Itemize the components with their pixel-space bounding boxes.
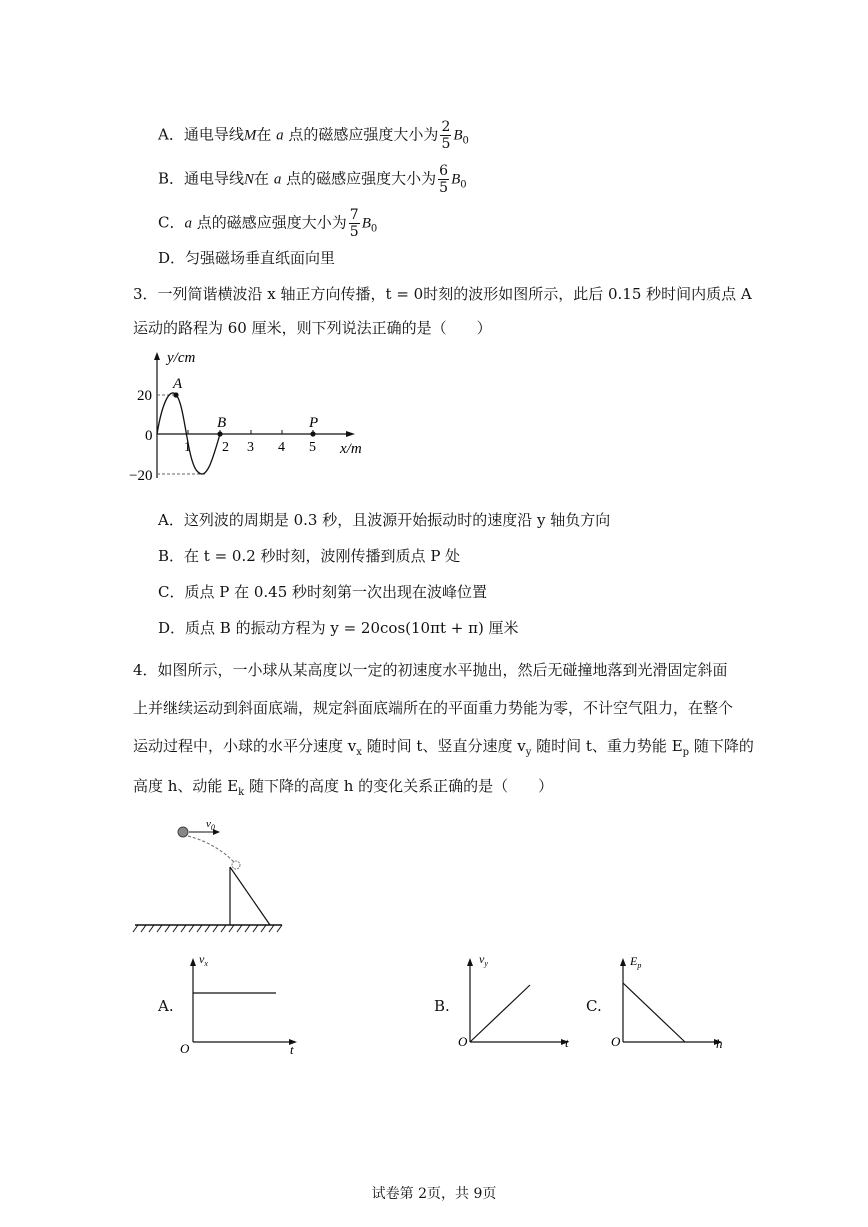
b0-subscript: 0 [462, 135, 469, 147]
graph-c-y-symbol: E [630, 954, 638, 968]
graph-a-y-subscript: x [204, 959, 208, 968]
fraction-6-5 [438, 163, 449, 196]
graph-a-origin: O [180, 1041, 190, 1056]
q4-graph-c [608, 950, 738, 1060]
q4-stem4-pre: 高度 h、动能 E [133, 777, 239, 795]
q4-projectile-figure [130, 815, 300, 935]
point-p-label: P [309, 415, 319, 431]
point-a-symbol: a [273, 171, 282, 188]
graph-a-y-label [199, 952, 208, 968]
q2-option-c [158, 207, 377, 240]
v0-symbol: v [206, 818, 211, 830]
q4-stem3-mid1: 随时间 t、竖直分速度 v [361, 737, 526, 755]
graph-c-origin: O [611, 1034, 621, 1049]
q4-stem-line-2: 上并继续运动到斜面底端，规定斜面底端所在的平面重力势能为零，不计空气阻力，在整个 [133, 699, 734, 717]
fraction-2-5 [440, 119, 451, 152]
y-tick-label-20: 20 [137, 388, 152, 404]
x-axis-arrow [346, 431, 355, 437]
q3-option-a: A．这列波的周期是 0.3 秒，且波源开始振动时的速度沿 y 轴负方向 [158, 511, 611, 529]
ball-ghost [232, 861, 240, 869]
q2-option-a-post: 点的磁感应强度大小为 [288, 125, 439, 144]
graph-c-y-arrow [620, 958, 626, 966]
wire-n-symbol: N [244, 171, 255, 188]
y-tick-label-0: 0 [145, 428, 153, 444]
fraction-denominator: 5 [439, 180, 449, 196]
ep-subscript: p [682, 747, 690, 758]
graph-b-rising-line [470, 985, 530, 1042]
fraction-7-5 [349, 207, 360, 240]
q3-option-b: B．在 t = 0.2 秒时刻，波刚传播到质点 P 处 [158, 547, 461, 565]
fraction-numerator: 6 [439, 163, 449, 179]
graph-c-x-label: h [716, 1036, 723, 1051]
q2-option-d: D．匀强磁场垂直纸面向里 [158, 249, 336, 267]
vy-subscript: y [525, 747, 532, 758]
fraction-numerator: 2 [441, 119, 451, 135]
point-p-marker [310, 431, 315, 436]
q3-option-c: C．质点 P 在 0.45 秒时刻第一次出现在波峰位置 [158, 583, 488, 601]
q4-stem3-post: 随下降的 [689, 737, 754, 755]
b0-subscript: 0 [460, 179, 467, 191]
graph-b-y-label [479, 952, 488, 968]
graph-c-y-label [629, 954, 641, 970]
q3-wave-graph [125, 348, 385, 488]
ball [178, 827, 188, 837]
q2-option-c-post: 点的磁感应强度大小为 [196, 213, 347, 232]
graph-c-falling-line [623, 983, 685, 1042]
trajectory [188, 836, 234, 862]
graph-b-x-label: t [565, 1035, 569, 1050]
x-tick-label-4: 4 [278, 440, 285, 455]
q4-stem4-post: 随下降的高度 h 的变化关系正确的是（ ） [244, 777, 554, 795]
graph-b-y-subscript: y [484, 959, 488, 968]
graph-a-y-arrow [190, 958, 196, 966]
ek-subscript: k [238, 787, 245, 798]
y-axis-arrow [154, 352, 160, 360]
q4-graph-b [455, 950, 585, 1060]
v0-subscript: 0 [210, 823, 215, 832]
q4-stem-line-1: 4．如图所示，一小球从某高度以一定的初速度水平抛出，然后无碰撞地落到光滑固定斜面 [133, 661, 728, 679]
y-axis-label: y/cm [167, 350, 196, 366]
q3-stem-line-2: 运动的路程为 60 厘米，则下列说法正确的是（ ） [133, 319, 492, 337]
q2-option-b [158, 163, 467, 196]
b0-symbol: B [451, 171, 461, 188]
q2-option-b-mid: 在 [254, 169, 270, 188]
x-tick-label-5: 5 [309, 440, 316, 455]
q2-option-b-text: B．通电导线 [158, 169, 245, 188]
point-b-marker [217, 431, 222, 436]
graph-a-y-symbol: v [199, 952, 205, 966]
point-a-symbol: a [184, 215, 192, 232]
incline-slope [230, 867, 270, 925]
graph-a-x-label: t [290, 1042, 294, 1057]
b0-symbol: B [453, 127, 463, 144]
wire-m-symbol: M [243, 127, 257, 144]
q3-option-d: D．质点 B 的振动方程为 y = 20cos(10πt + π) 厘米 [158, 619, 519, 637]
point-a-label: A [173, 376, 183, 392]
q4-stem-line-4 [133, 776, 553, 803]
point-a-symbol: a [276, 127, 284, 144]
vx-subscript: x [356, 747, 362, 758]
v0-label [206, 818, 215, 832]
q4-stem3-pre: 运动过程中，小球的水平分速度 v [133, 737, 357, 755]
graph-b-y-arrow [467, 958, 473, 966]
q4-stem-line-3 [133, 736, 754, 763]
x-tick-label-3: 3 [247, 440, 254, 455]
q3-stem-line-1: 3．一列简谐横波沿 x 轴正方向传播，t = 0时刻的波形如图所示，此后 0.15 秒时间内质点 A [133, 285, 752, 303]
fraction-denominator: 5 [441, 136, 451, 152]
ground-hatch [133, 925, 282, 932]
b0-symbol: B [361, 215, 371, 232]
graph-a-option-label: A. [158, 997, 174, 1015]
x-axis-label: x/m [340, 441, 362, 457]
point-a-marker [173, 392, 178, 397]
q4-graph-a [178, 950, 318, 1060]
x-tick-label-2: 2 [222, 440, 229, 455]
q2-option-a [158, 119, 469, 152]
graph-b-y-symbol: v [479, 952, 485, 966]
q2-option-b-post: 点的磁感应强度大小为 [286, 169, 437, 188]
q2-option-a-text: A．通电导线 [158, 125, 244, 144]
graph-b-option-label: B. [434, 997, 450, 1015]
b0-subscript: 0 [370, 223, 378, 235]
x-tick-label-1: 1 [184, 440, 191, 455]
y-tick-label-neg20: −20 [129, 468, 153, 484]
q2-option-a-mid: 在 [256, 125, 272, 144]
graph-c-y-subscript: p [637, 961, 642, 970]
q4-stem3-mid2: 随时间 t、重力势能 E [531, 737, 683, 755]
page-footer: 试卷第 2页，共 9页 [371, 1186, 497, 1202]
graph-b-origin: O [458, 1034, 468, 1049]
fraction-denominator: 5 [349, 224, 359, 240]
q2-option-c-text: C． [158, 213, 185, 232]
fraction-numerator: 7 [349, 207, 359, 223]
point-b-label: B [217, 415, 227, 431]
graph-c-option-label: C. [586, 997, 602, 1015]
